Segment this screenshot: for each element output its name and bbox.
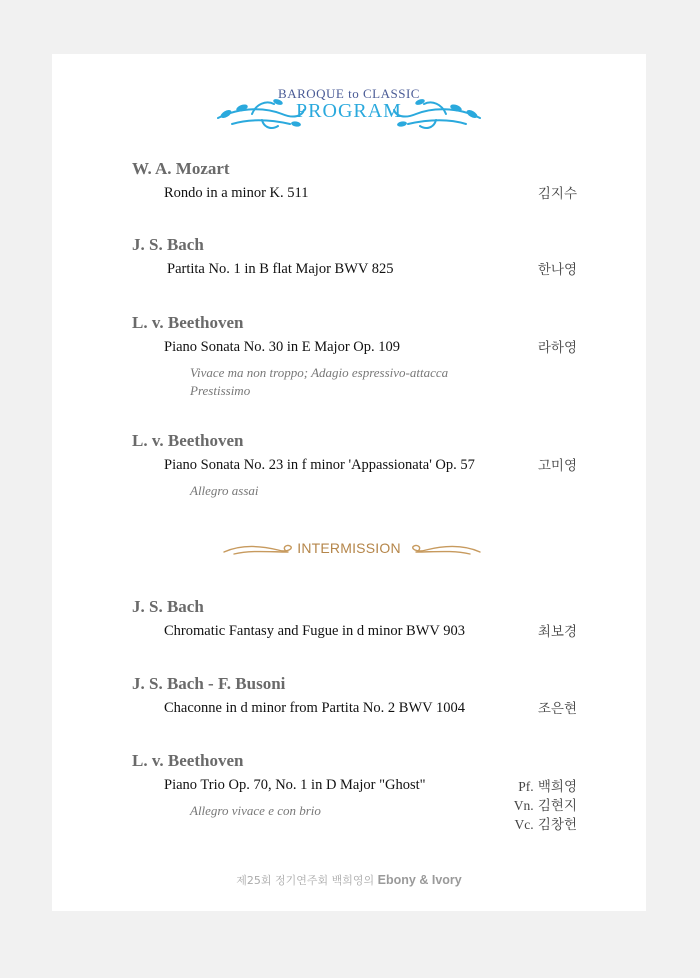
program-title: PROGRAM (296, 100, 402, 122)
movement-line: Vivace ma non troppo; Adagio espressivo-attacca (190, 365, 449, 380)
piece-title: Chromatic Fantasy and Fugue in d minor BWV 903 (164, 623, 465, 639)
program-footer (52, 872, 646, 888)
performer-list (538, 457, 577, 476)
movement-line: Allegro assai (190, 483, 259, 498)
performer-role: Vc. (514, 817, 534, 832)
movement-line: Prestissimo (190, 383, 251, 398)
footer-prefix: 제25회 정기연주회 백희영의 (236, 874, 375, 887)
piece-title: Partita No. 1 in B flat Major BWV 825 (167, 261, 394, 277)
performer-list (538, 623, 577, 642)
composer-name: J. S. Bach (132, 597, 204, 616)
program-page (52, 54, 646, 911)
movement-list (190, 482, 520, 500)
performer-name: 백희영 (537, 779, 577, 795)
movement-list (190, 364, 520, 400)
performer-entry (514, 796, 577, 815)
piece-title: Piano Sonata No. 30 in E Major Op. 109 (164, 339, 401, 355)
composer-name: J. S. Bach - F. Busoni (132, 674, 286, 693)
program-subtitle: BAROQUE to CLASSIC (278, 86, 420, 101)
performer-list (538, 339, 577, 358)
composer-name: W. A. Mozart (132, 159, 230, 178)
piece-title: Chaconne in d minor from Partita No. 2 BWV 1004 (164, 700, 465, 716)
performer-list (538, 185, 577, 204)
performer-entry (514, 777, 577, 796)
performer-name: 조은현 (537, 701, 577, 717)
performer-role: Pf. (518, 779, 534, 794)
performer-name: 김창헌 (537, 817, 577, 833)
composer-name: L. v. Beethoven (132, 751, 244, 770)
piece-title: Piano Trio Op. 70, No. 1 in D Major "Ghost" (164, 777, 426, 793)
piece-title: Rondo in a minor K. 511 (164, 185, 309, 201)
performer-name: 라하영 (537, 340, 577, 356)
intermission-divider (52, 538, 646, 562)
performer-list (514, 777, 577, 834)
composer-name: L. v. Beethoven (132, 313, 244, 332)
performer-role: Vn. (513, 798, 534, 813)
composer-name: J. S. Bach (132, 235, 204, 254)
intermission-label: INTERMISSION (297, 540, 401, 556)
performer-list (538, 261, 577, 280)
performer-name: 최보경 (537, 624, 577, 640)
performer-list (538, 700, 577, 719)
performer-entry (514, 815, 577, 834)
footer-brand: Ebony & Ivory (377, 873, 462, 887)
composer-name: L. v. Beethoven (132, 431, 244, 450)
movement-list (190, 802, 520, 820)
performer-name: 김현지 (537, 798, 577, 814)
performer-name: 김지수 (537, 186, 577, 202)
performer-name: 고미영 (537, 458, 577, 474)
movement-line: Allegro vivace e con brio (190, 803, 321, 818)
performer-name: 한나영 (537, 262, 577, 278)
piece-title: Piano Sonata No. 23 in f minor 'Appassionata' Op. 57 (164, 457, 475, 473)
program-header (52, 84, 646, 134)
